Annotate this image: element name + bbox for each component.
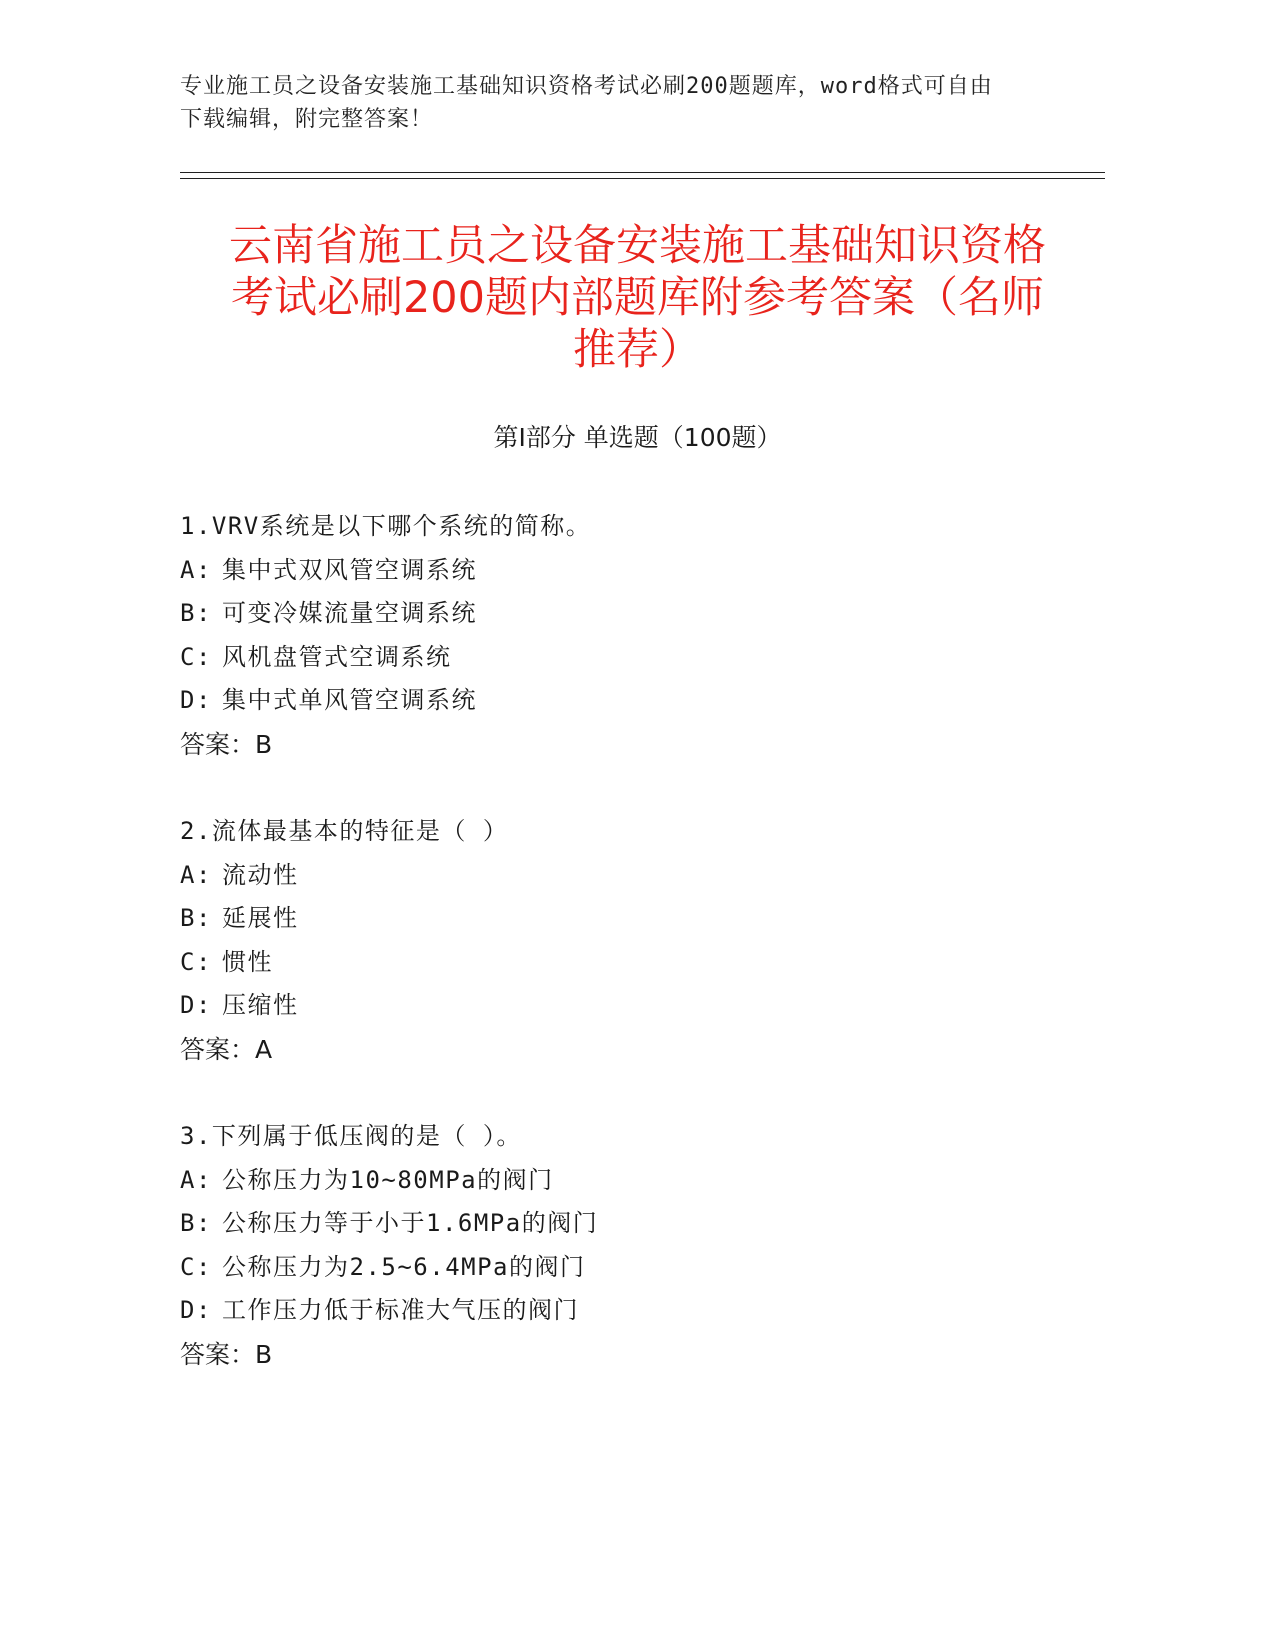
option-c (180, 941, 1100, 985)
option-c (180, 1246, 1100, 1290)
answer: 答案：B (180, 729, 273, 759)
question-3 (180, 1115, 1100, 1376)
option-key: D: (180, 991, 212, 1019)
document-title-line-1: 云南省施工员之设备安装施工基础知识资格 (229, 221, 1046, 271)
option-b (180, 592, 1100, 636)
document-title-line-3: 推荐） (573, 325, 702, 375)
option-text: 公称压力等于小于1.6MPa的阀门 (222, 1209, 599, 1237)
header-note (180, 70, 1060, 136)
option-text: 延展性 (222, 904, 299, 932)
option-key: D: (180, 1296, 212, 1324)
question-stem: 1.VRV系统是以下哪个系统的简称。 (180, 512, 592, 540)
option-c (180, 636, 1100, 680)
option-a (180, 549, 1100, 593)
option-key: C: (180, 947, 212, 976)
option-text: 集中式双风管空调系统 (222, 555, 477, 584)
option-text: 可变冷媒流量空调系统 (222, 599, 477, 627)
option-d (180, 679, 1100, 723)
option-text: 工作压力低于标准大气压的阀门 (222, 1296, 579, 1324)
document-title-line-2: 考试必刷200题内部题库附参考答案（名师 (230, 273, 1045, 323)
option-a (180, 1159, 1100, 1203)
option-d (180, 1289, 1100, 1333)
option-d (180, 984, 1100, 1028)
option-key: A: (180, 1165, 212, 1194)
option-key: C: (180, 642, 212, 671)
section-heading: 第Ⅰ部分 单选题（100题） (493, 423, 782, 452)
option-key: A: (180, 860, 212, 889)
header-note-line-1: 专业施工员之设备安装施工基础知识资格考试必刷200题题库，word格式可自由 (180, 74, 993, 99)
option-text: 风机盘管式空调系统 (222, 642, 452, 671)
option-key: C: (180, 1252, 212, 1281)
header-divider-bottom (180, 178, 1105, 179)
option-key: B: (180, 904, 212, 932)
question-1 (180, 505, 1100, 766)
option-text: 惯性 (222, 947, 273, 976)
document-title (150, 220, 1125, 376)
question-2 (180, 810, 1100, 1071)
option-key: D: (180, 686, 212, 714)
option-text: 公称压力为10~80MPa的阀门 (222, 1165, 554, 1194)
option-key: B: (180, 599, 212, 627)
option-key: A: (180, 555, 212, 584)
option-text: 流动性 (222, 860, 299, 889)
option-b (180, 897, 1100, 941)
option-text: 公称压力为2.5~6.4MPa的阀门 (222, 1252, 586, 1281)
question-list (180, 505, 1100, 1420)
header-divider-top (180, 172, 1105, 173)
option-key: B: (180, 1209, 212, 1237)
option-a (180, 854, 1100, 898)
option-b (180, 1202, 1100, 1246)
question-stem: 3.下列属于低压阀的是（ ）。 (180, 1122, 522, 1150)
question-stem: 2.流体最基本的特征是（ ） (180, 817, 509, 845)
option-text: 压缩性 (222, 991, 299, 1019)
answer: 答案：A (180, 1034, 273, 1064)
option-text: 集中式单风管空调系统 (222, 686, 477, 714)
header-note-line-2: 下载编辑，附完整答案！ (180, 107, 434, 132)
answer: 答案：B (180, 1339, 273, 1369)
